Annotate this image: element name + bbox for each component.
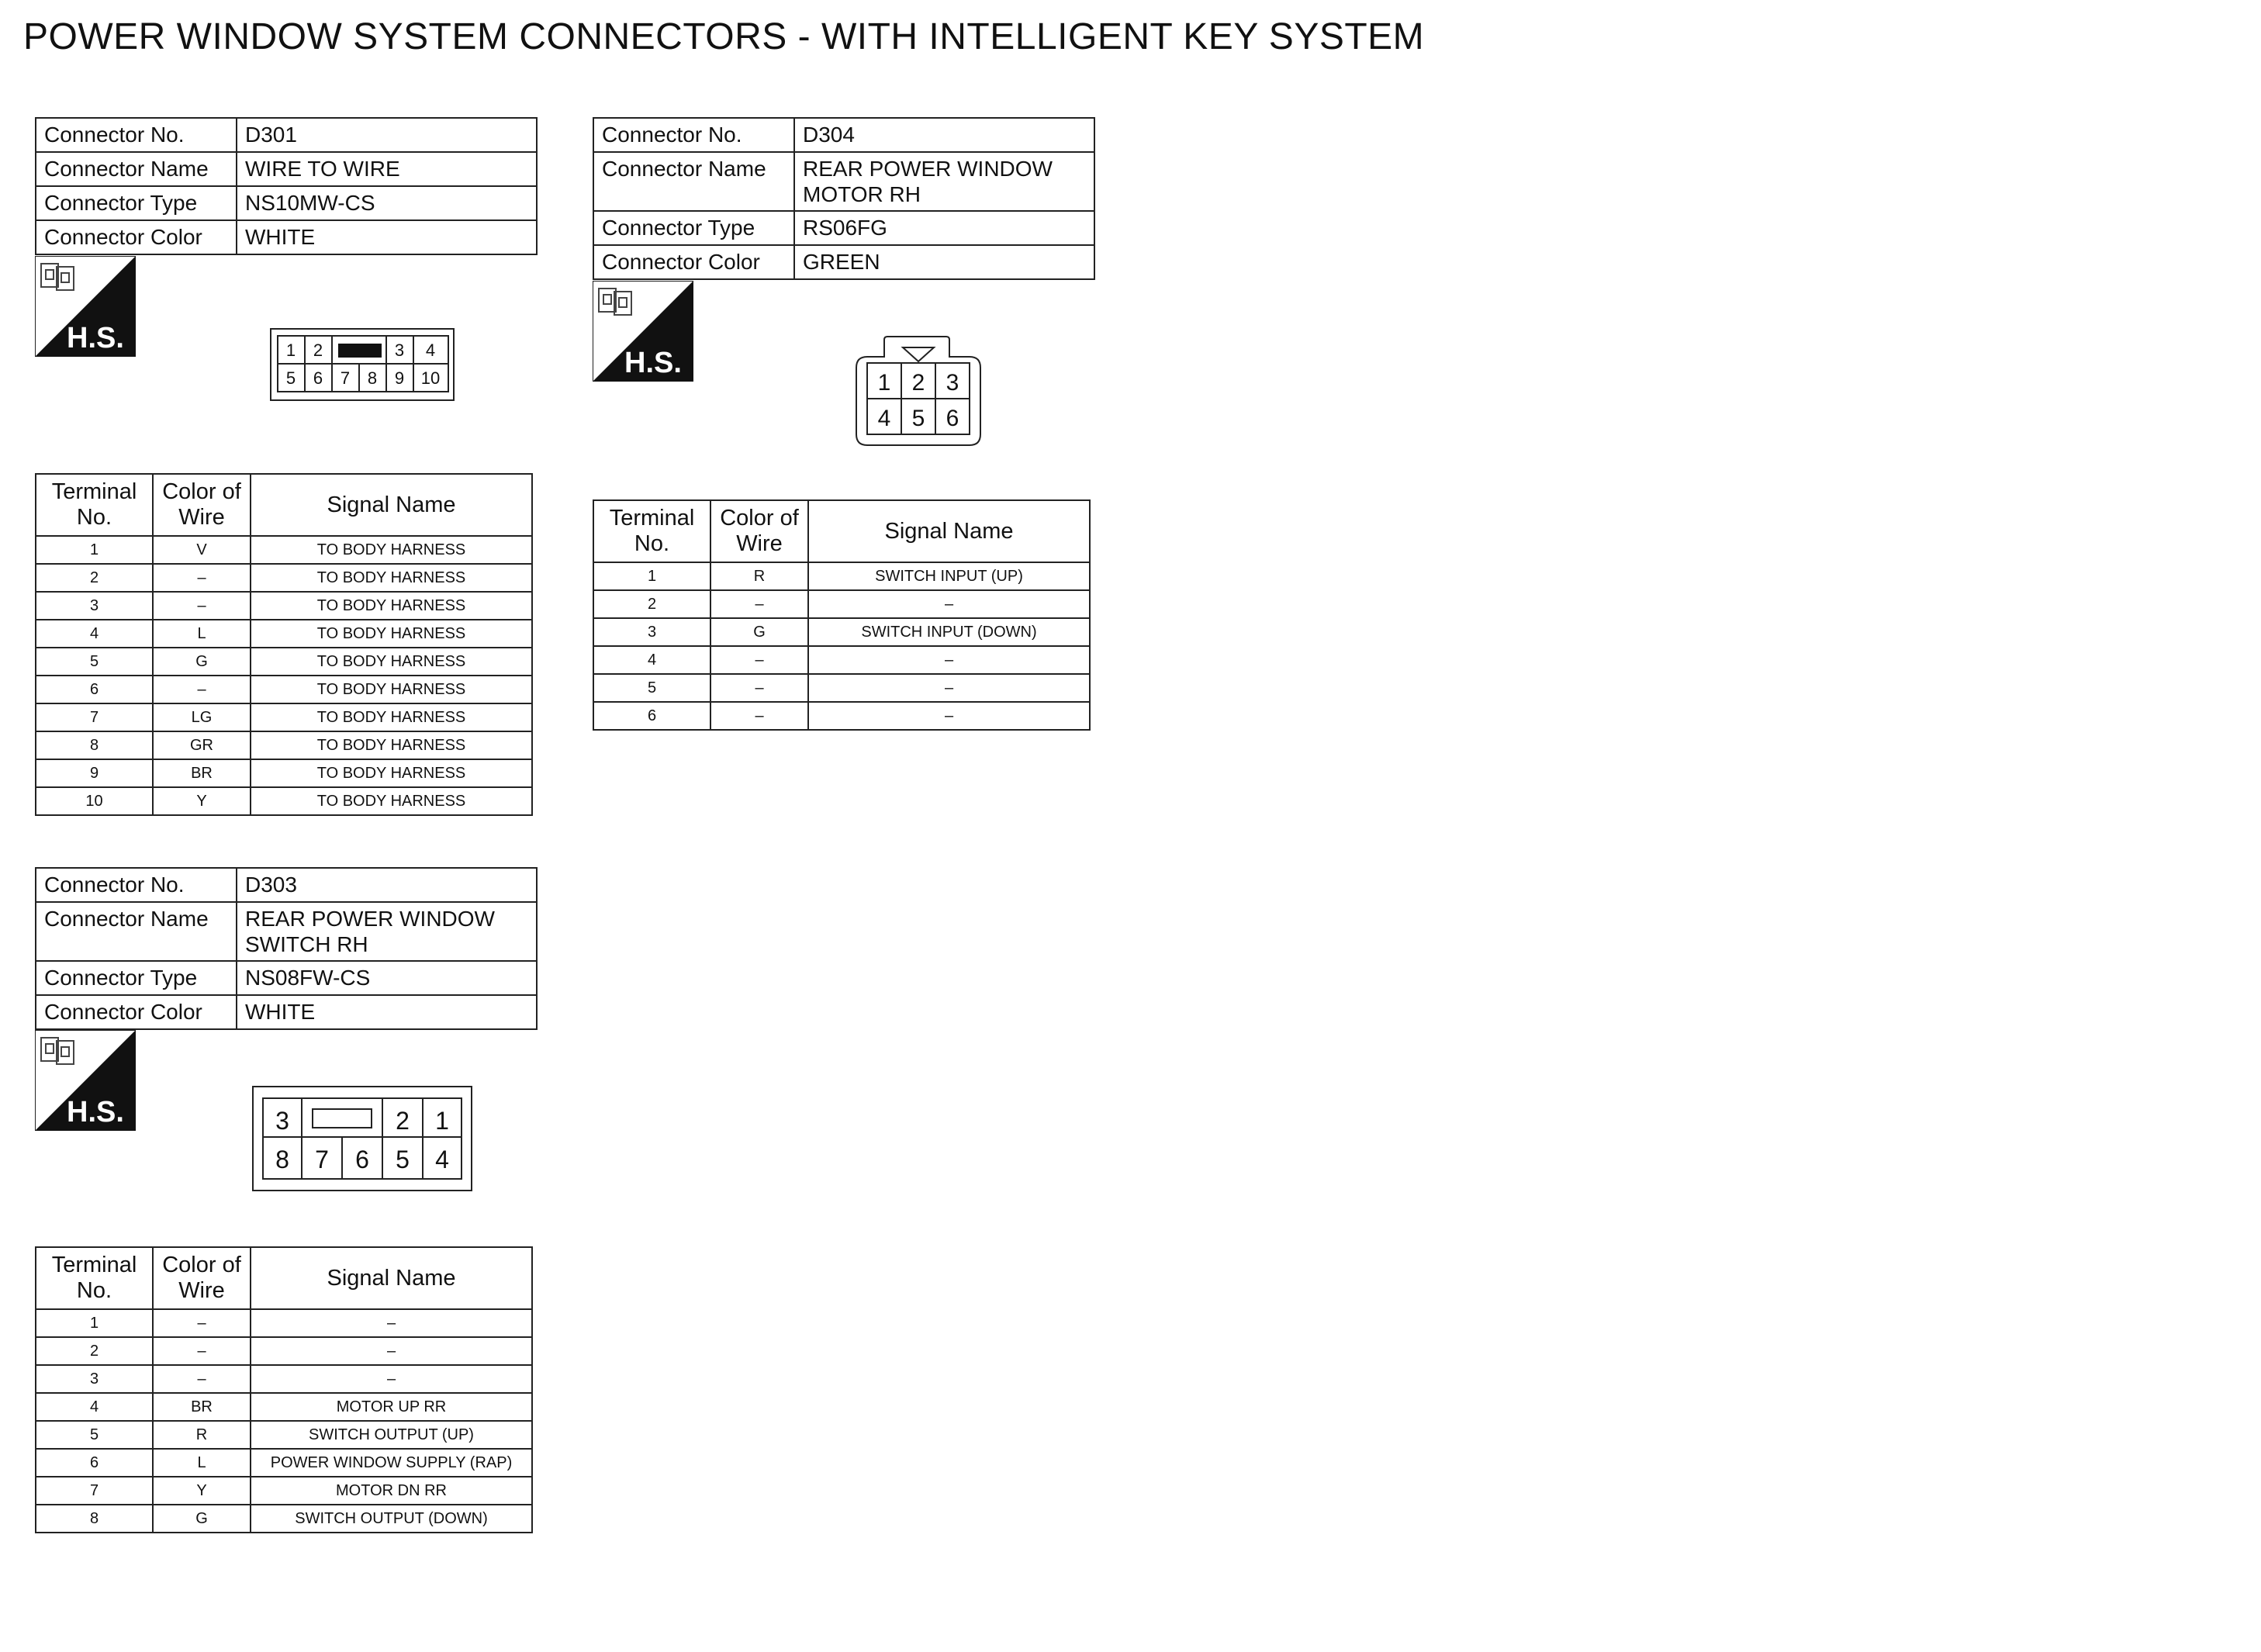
d303-info-table [35, 867, 538, 1030]
d303-signal-table [35, 1246, 533, 1533]
hs-connector-icon [35, 256, 136, 357]
table-row: 7 LG TO BODY HARNESS [36, 703, 532, 731]
hs-connector-icon [593, 281, 693, 382]
d304-signal-table [593, 499, 1091, 731]
label-connector-color: Connector Color [593, 245, 794, 279]
d301-name: WIRE TO WIRE [237, 152, 537, 186]
table-row: 7 Y MOTOR DN RR [36, 1477, 532, 1505]
hs-label: H.S. [67, 1096, 124, 1128]
table-row: 6 – – [593, 702, 1090, 730]
pin-label: 1 [435, 1107, 449, 1135]
table-row: 4 – – [593, 646, 1090, 674]
pin-label: 5 [396, 1146, 410, 1173]
pin-label: 5 [911, 406, 925, 431]
d303-connector-face [252, 1086, 474, 1194]
table-row: 4 BR MOTOR UP RR [36, 1393, 532, 1421]
header-wire-color: Color of Wire [153, 474, 251, 536]
page-title: POWER WINDOW SYSTEM CONNECTORS - WITH INTELLIGENT KEY SYSTEM [23, 16, 1425, 57]
header-terminal: Terminal No. [593, 500, 710, 562]
d304-type: RS06FG [794, 211, 1094, 245]
label-connector-type: Connector Type [36, 961, 237, 995]
pin-label: 5 [285, 368, 296, 388]
table-row: 3 – – [36, 1365, 532, 1393]
pin-label: 8 [275, 1146, 289, 1173]
pin-label: 3 [394, 340, 405, 360]
pin-label: 2 [911, 370, 925, 396]
pin-label: 4 [435, 1146, 449, 1173]
pin-label: 1 [285, 340, 296, 360]
pin-label: 6 [355, 1146, 369, 1173]
table-row: 3 – TO BODY HARNESS [36, 592, 532, 620]
pin-label: 2 [396, 1107, 410, 1135]
d304-color: GREEN [794, 245, 1094, 279]
table-row: 1 V TO BODY HARNESS [36, 536, 532, 564]
d303-name: REAR POWER WINDOW SWITCH RH [237, 902, 537, 961]
pin-label: 4 [425, 340, 436, 360]
pin-label: 6 [946, 406, 959, 431]
table-row: 5 G TO BODY HARNESS [36, 648, 532, 676]
pin-label: 3 [275, 1107, 289, 1135]
pin-label: 8 [367, 368, 378, 388]
table-row: 1 – – [36, 1309, 532, 1337]
table-row: 6 – TO BODY HARNESS [36, 676, 532, 703]
table-row: 6 L POWER WINDOW SUPPLY (RAP) [36, 1449, 532, 1477]
label-connector-color: Connector Color [36, 220, 237, 254]
d301-color: WHITE [237, 220, 537, 254]
pin-label: 10 [420, 368, 441, 388]
table-row: 2 – – [593, 590, 1090, 618]
d301-signal-table [35, 473, 533, 816]
d304-name: REAR POWER WINDOW MOTOR RH [794, 152, 1094, 211]
pin-label: 3 [946, 370, 959, 396]
d303-no: D303 [237, 868, 537, 902]
pin-label: 2 [313, 340, 323, 360]
table-row: 5 R SWITCH OUTPUT (UP) [36, 1421, 532, 1449]
hs-connector-icon [35, 1030, 136, 1131]
label-connector-no: Connector No. [36, 118, 237, 152]
label-connector-name: Connector Name [36, 152, 237, 186]
table-row: 1 R SWITCH INPUT (UP) [593, 562, 1090, 590]
header-terminal: Terminal No. [36, 1247, 153, 1309]
header-terminal: Terminal No. [36, 474, 153, 536]
label-connector-type: Connector Type [593, 211, 794, 245]
header-wire-color: Color of Wire [153, 1247, 251, 1309]
pin-label: 6 [313, 368, 323, 388]
label-connector-type: Connector Type [36, 186, 237, 220]
header-wire-color: Color of Wire [710, 500, 808, 562]
table-row: 2 – TO BODY HARNESS [36, 564, 532, 592]
table-row: 10 Y TO BODY HARNESS [36, 787, 532, 815]
d304-info-table [593, 117, 1095, 280]
table-row: 2 – – [36, 1337, 532, 1365]
table-row: 8 GR TO BODY HARNESS [36, 731, 532, 759]
d303-color: WHITE [237, 995, 537, 1029]
header-signal-name: Signal Name [251, 1247, 532, 1309]
header-signal-name: Signal Name [251, 474, 532, 536]
table-row: 4 L TO BODY HARNESS [36, 620, 532, 648]
d301-connector-face [270, 328, 456, 403]
d301-info-table [35, 117, 538, 255]
label-connector-no: Connector No. [593, 118, 794, 152]
table-row: 9 BR TO BODY HARNESS [36, 759, 532, 787]
label-connector-no: Connector No. [36, 868, 237, 902]
table-row: 3 G SWITCH INPUT (DOWN) [593, 618, 1090, 646]
d304-no: D304 [794, 118, 1094, 152]
d303-lock-tab [313, 1109, 372, 1128]
d304-connector-face [853, 334, 985, 450]
d301-no: D301 [237, 118, 537, 152]
hs-label: H.S. [67, 322, 124, 354]
label-connector-name: Connector Name [593, 152, 794, 211]
d303-type: NS08FW-CS [237, 961, 537, 995]
table-row: 5 – – [593, 674, 1090, 702]
label-connector-name: Connector Name [36, 902, 237, 961]
table-row: 8 G SWITCH OUTPUT (DOWN) [36, 1505, 532, 1533]
d301-type: NS10MW-CS [237, 186, 537, 220]
d301-lock-tab [338, 344, 382, 358]
pin-label: 4 [877, 406, 891, 431]
label-connector-color: Connector Color [36, 995, 237, 1029]
pin-label: 7 [315, 1146, 329, 1173]
header-signal-name: Signal Name [808, 500, 1090, 562]
pin-label: 1 [877, 370, 891, 396]
hs-label: H.S. [624, 347, 682, 379]
pin-label: 7 [340, 368, 351, 388]
pin-label: 9 [394, 368, 405, 388]
